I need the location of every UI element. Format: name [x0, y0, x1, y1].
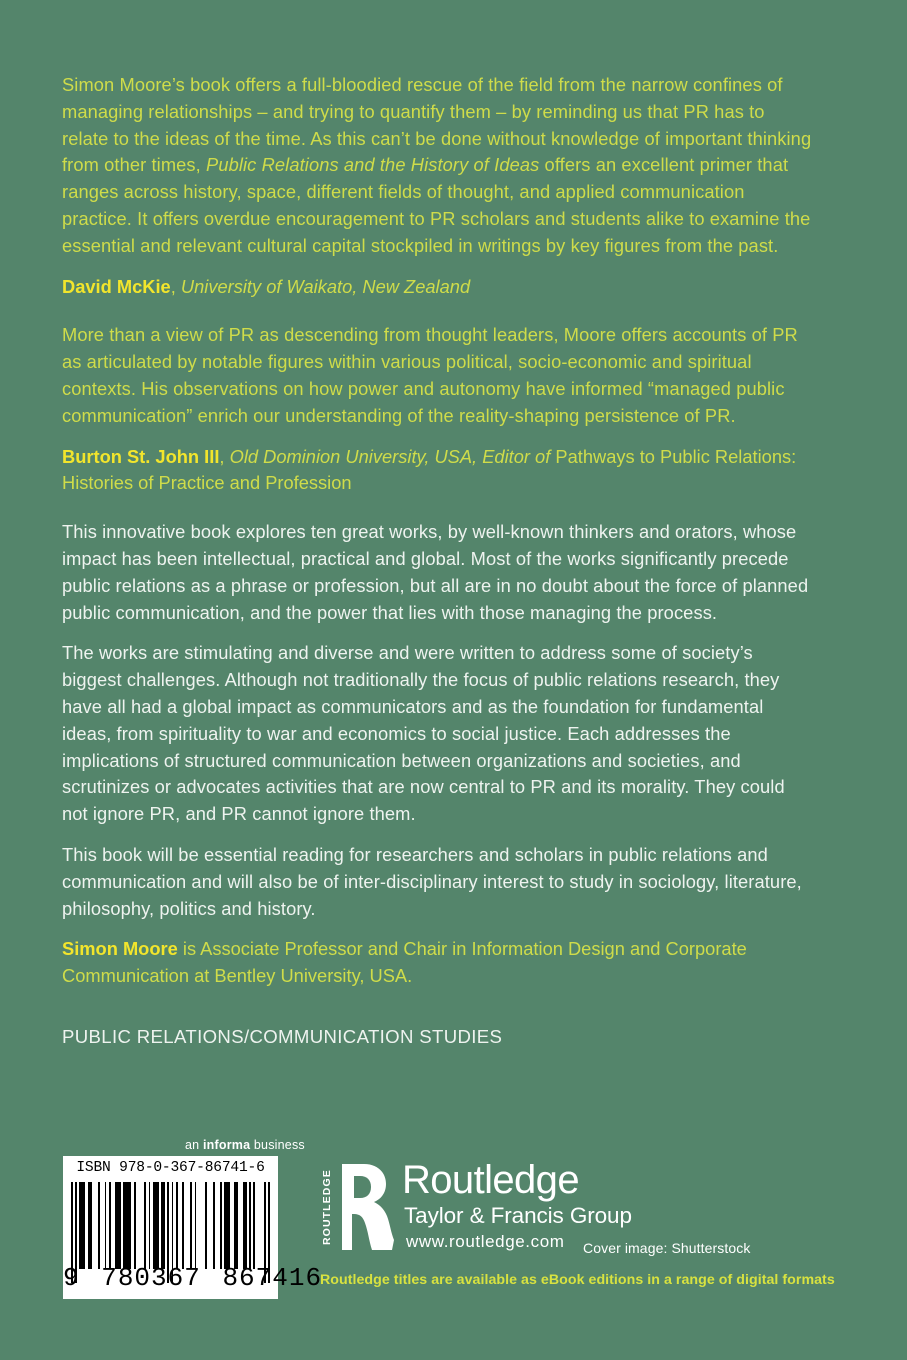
endorsement-1-book-title: Public Relations and the History of Ideas	[206, 154, 540, 176]
routledge-vertical-wordmark: ROUTLEDGE	[321, 1169, 333, 1245]
barcode-left-digits: 780367	[101, 1263, 201, 1293]
barcode-digits	[63, 1263, 323, 1293]
barcode-bars	[71, 1182, 270, 1269]
endorser-sep-1: ,	[170, 275, 181, 297]
barcode-right-digits: 867416	[222, 1263, 323, 1293]
endorsement-quote-2	[62, 322, 814, 429]
informa-prefix: an	[185, 1138, 203, 1152]
routledge-wordmark: Routledge	[402, 1158, 579, 1202]
isbn-number-label: ISBN 978-0-367-86741-6	[76, 1160, 265, 1176]
endorser-affiliation-2: Old Dominion University, USA, Editor of	[229, 445, 551, 467]
barcode-lead-digit: 9	[63, 1263, 80, 1293]
endorser-sep-2: ,	[219, 445, 230, 467]
author-bio-text: is Associate Professor and Chair in Information Design and Corporate Communication at Bentley University, USA.	[62, 938, 747, 987]
informa-brand: informa	[202, 1138, 251, 1152]
endorsement-2-text-part1: More than a view of PR as descending from thought leaders, Moore offers accounts of PR as articulated by notable figures within various political, socio-economic and spiritual contexts. His observations on how power and autonomy have informed “managed public communication” enrich our understanding of the reality-shaping persistence of PR.	[62, 324, 798, 426]
endorser-name-2: Burton St. John III	[62, 445, 220, 467]
isbn-barcode	[63, 1156, 323, 1299]
endorsement-1-text-part1: Simon Moore’s book offers a full-bloodied rescue of the field from the narrow confines of managing relationships – and trying to quantify them – by reminding us that PR has to relate to the ideas of the time. As this can’t be done without knowledge of important thinking from other times,	[62, 74, 812, 176]
routledge-logo-block	[320, 1160, 780, 1290]
cover-text-column	[62, 72, 814, 1050]
endorsement-attribution-2	[62, 444, 814, 498]
cover-image-credit: Cover image: Shutterstock	[583, 1240, 751, 1256]
cover-footer	[0, 1130, 907, 1360]
author-name: Simon Moore	[62, 938, 178, 960]
routledge-r-face-icon	[338, 1162, 394, 1252]
endorser-name-1: David McKie	[62, 275, 171, 297]
routledge-website-url[interactable]: www.routledge.com	[406, 1232, 565, 1251]
subject-category-line: PUBLIC RELATIONS/COMMUNICATION STUDIES	[62, 1025, 503, 1047]
ebook-availability-note: Routledge titles are available as eBook editions in a range of digital formats	[320, 1272, 835, 1288]
taylor-francis-group-label: Taylor & Francis Group	[404, 1203, 632, 1228]
description-paragraph-1: This innovative book explores ten great works, by well-known thinkers and orators, whose impact has been intellectual, practical and global. Most of the works significantly precede public relations as a phrase or profession, but all are in no doubt about the force of planned public communication, and the power that lies with those managing the process.	[62, 521, 809, 623]
endorsement-1-text-part2: offers an excellent primer that ranges across history, space, different fields of thought, and applied communication practice. It offers overdue encouragement to PR scholars and students alike to examine the essential and relevant cultural capital stockpiled in writings by key figures from the past.	[62, 154, 811, 256]
endorser-tail-2: Pathways to Public Relations: Histories of Practice and Profession	[62, 445, 797, 494]
author-bio	[62, 936, 814, 990]
description-paragraph-3: This book will be essential reading for researchers and scholars in public relations and communication and will also be of inter-disciplinary interest to study in sociology, literature, philosophy, politics and history.	[62, 843, 802, 919]
description-paragraph-2: The works are stimulating and diverse and were written to address some of society’s biggest challenges. Although not traditionally the focus of public relations research, they have all had a global impact as communicators and as the foundation for fundamental ideas, from spirituality to war and economics to social justice. Each addresses the implications of structured communication between organizations and societies, and scrutinizes or advocates activities that are now central to PR and its morality. They could not ignore PR, and PR cannot ignore them.	[62, 642, 785, 825]
endorser-affiliation-1: University of Waikato, New Zealand	[180, 275, 471, 297]
endorsement-attribution-1	[62, 274, 814, 301]
informa-business-line	[185, 1138, 305, 1152]
informa-suffix: business	[250, 1138, 305, 1152]
endorsement-quote-1	[62, 72, 814, 260]
